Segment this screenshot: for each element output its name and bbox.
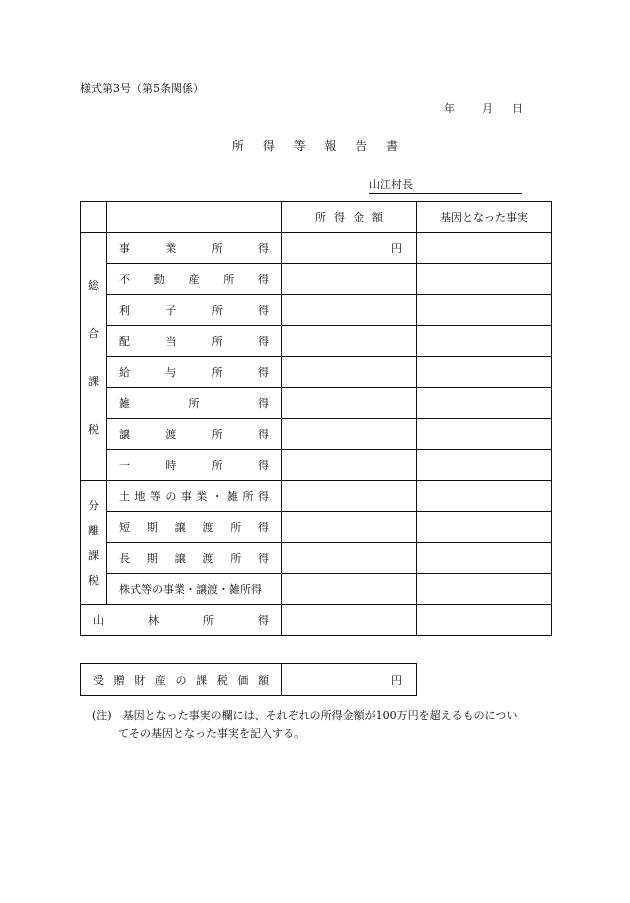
item-dividend-income: 配 当 所 得	[107, 326, 282, 357]
table-row	[81, 264, 552, 295]
gift-row	[81, 664, 417, 696]
item-business-income: 事 業 所 得	[107, 233, 282, 264]
table-row	[81, 481, 552, 512]
amount-field[interactable]	[282, 512, 417, 543]
note-line-2: てその基因となった事実を記入する。	[118, 727, 305, 740]
date-day: 日	[512, 102, 523, 115]
table-row	[81, 574, 552, 605]
table-row	[81, 512, 552, 543]
item-land-business-misc-income: 土 地 等 の 事 業 ・ 雑 所 得	[107, 481, 282, 512]
table-row	[81, 388, 552, 419]
cause-field[interactable]	[417, 357, 552, 388]
item-short-term-transfer-income: 短 期 譲 渡 所 得	[107, 512, 282, 543]
cause-field[interactable]	[417, 233, 552, 264]
item-misc-income: 雑 所 得	[107, 388, 282, 419]
header-row	[81, 202, 552, 233]
table-row	[81, 605, 552, 636]
amount-field[interactable]: 円	[282, 233, 417, 264]
amount-field[interactable]	[282, 481, 417, 512]
table-row	[81, 233, 552, 264]
amount-field[interactable]	[282, 450, 417, 481]
cause-field[interactable]	[417, 295, 552, 326]
cause-field[interactable]	[417, 481, 552, 512]
gift-table	[80, 663, 417, 696]
cause-field[interactable]	[417, 419, 552, 450]
header-blank-1	[81, 202, 107, 233]
header-blank-2	[107, 202, 282, 233]
item-real-estate-income: 不 動 産 所 得	[107, 264, 282, 295]
header-amount: 所 得 金 額	[282, 202, 417, 233]
item-stocks-income: 株式等の事業・譲渡・雑所得	[107, 574, 282, 605]
amount-field[interactable]	[282, 388, 417, 419]
item-forest-income: 山 林 所 得	[81, 605, 282, 636]
table-row	[81, 450, 552, 481]
amount-field[interactable]	[282, 264, 417, 295]
amount-field[interactable]	[282, 605, 417, 636]
cause-field[interactable]	[417, 388, 552, 419]
gift-label: 受 贈 財 産 の 課 税 価 額	[81, 664, 282, 696]
amount-field[interactable]	[282, 543, 417, 574]
table-row	[81, 326, 552, 357]
header-cause: 基因となった事実	[417, 202, 552, 233]
table-row	[81, 295, 552, 326]
form-number: 様式第3号（第5条関係）	[80, 82, 204, 95]
item-salary-income: 給 与 所 得	[107, 357, 282, 388]
table-row	[81, 543, 552, 574]
amount-field[interactable]	[282, 419, 417, 450]
category-separate: 分 離 課 税	[81, 481, 107, 605]
cause-field[interactable]	[417, 605, 552, 636]
cause-field[interactable]	[417, 326, 552, 357]
item-interest-income: 利 子 所 得	[107, 295, 282, 326]
item-temporary-income: 一 時 所 得	[107, 450, 282, 481]
amount-field[interactable]	[282, 574, 417, 605]
cause-field[interactable]	[417, 512, 552, 543]
income-table	[80, 201, 552, 636]
date-year: 年	[444, 102, 455, 115]
cause-field[interactable]	[417, 264, 552, 295]
gift-amount-field[interactable]: 円	[282, 664, 417, 696]
date-month: 月	[482, 102, 493, 115]
cause-field[interactable]	[417, 450, 552, 481]
addressee: 山江村長	[369, 176, 522, 194]
document-title: 所 得 等 報 告 書	[231, 139, 399, 153]
amount-field[interactable]	[282, 326, 417, 357]
cause-field[interactable]	[417, 543, 552, 574]
note-line-1: (注) 基因となった事実の欄には、それぞれの所得金額が100万円を超えるものについ	[92, 709, 518, 722]
table-row	[81, 419, 552, 450]
table-row	[81, 357, 552, 388]
item-transfer-income: 譲 渡 所 得	[107, 419, 282, 450]
note	[92, 707, 562, 743]
amount-field[interactable]	[282, 295, 417, 326]
amount-field[interactable]	[282, 357, 417, 388]
category-comprehensive: 総 合 課 税	[81, 233, 107, 481]
cause-field[interactable]	[417, 574, 552, 605]
item-long-term-transfer-income: 長 期 譲 渡 所 得	[107, 543, 282, 574]
